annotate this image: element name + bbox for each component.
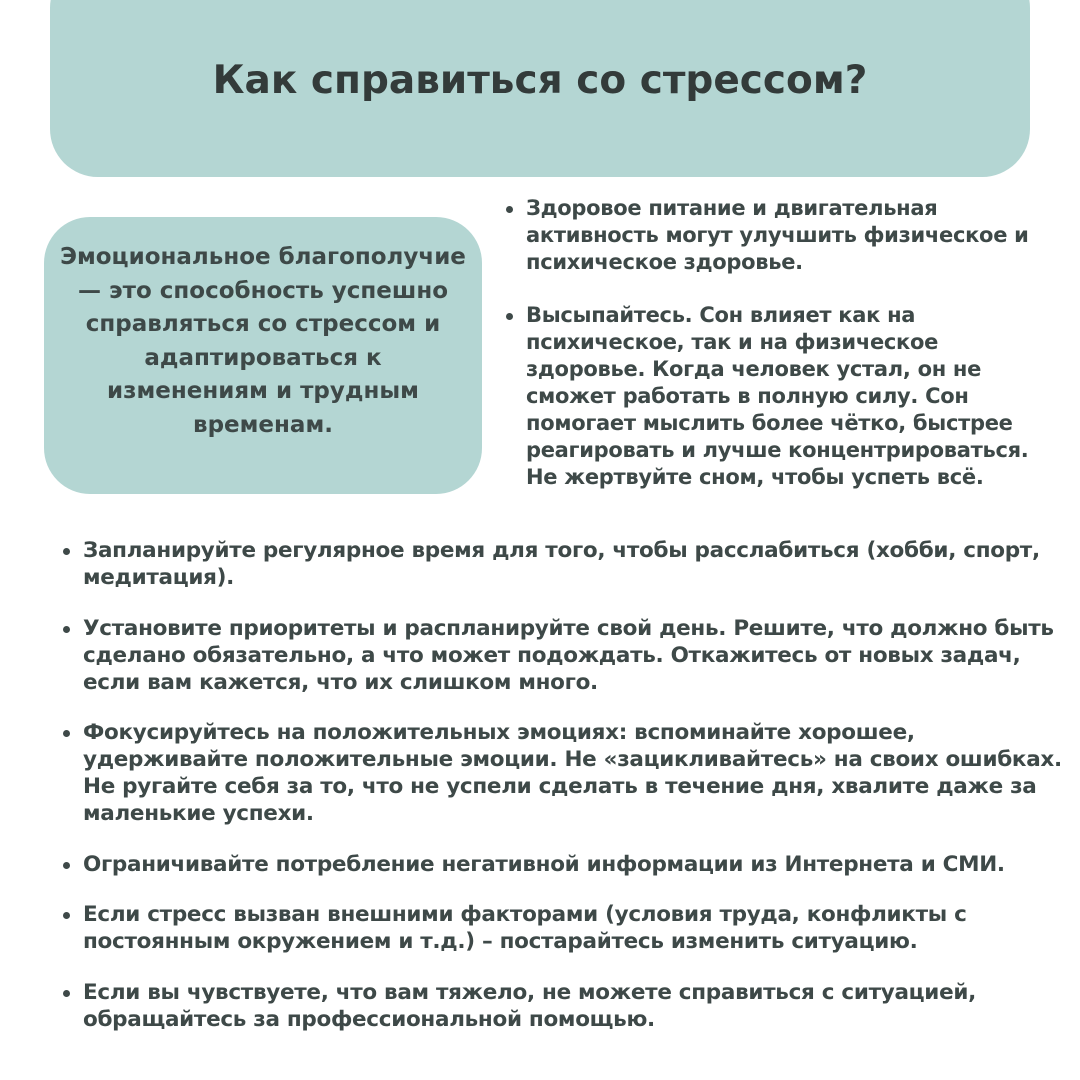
tip-limit-news: Ограничивайте потребление негативной информации из Интернета и СМИ. [83, 851, 1068, 878]
tip-relax: Запланируйте регулярное время для того, чтобы расслабиться (хобби, спорт, медитация). [83, 537, 1068, 591]
tip-external-factors: Если стресс вызван внешними факторами (условия труда, конфликты с постоянным окружением и т.д.) – постарайтесь изменить ситуацию. [83, 901, 1068, 955]
tip-priorities: Установите приоритеты и распланируйте свой день. Решите, что должно быть сделано обязательно, а что может подождать. Откажитесь от новых задач, если вам кажется, что их слишком много. [83, 615, 1068, 696]
tips-list [83, 537, 1068, 1056]
tip-nutrition: Здоровое питание и двигательная активность могут улучшить физическое и психическое здоровье. [526, 195, 1046, 276]
tip-positive-emotions: Фокусируйтесь на положительных эмоциях: вспоминайте хорошее, удерживайте положительные эмоции. Не «зацикливайтесь» на своих ошибках. Не ругайте себя за то, что не успели сделать в течение дня, хвалите даже за маленькие успехи. [83, 719, 1068, 827]
tip-professional-help: Если вы чувствуете, что вам тяжело, не можете справиться с ситуацией, обращайтесь за профессиональной помощью. [83, 979, 1068, 1033]
tip-sleep: Высыпайтесь. Сон влияет как на психическое, так и на физическое здоровье. Когда человек устал, он не сможет работать в полную силу. Сон помогает мыслить более чётко, быстрее реагировать и лучше концентрироваться. Не жертвуйте сном, чтобы успеть всё. [526, 302, 1046, 491]
definition-text: Эмоциональное благополучие — это способность успешно справляться со стрессом и адаптироваться к изменениям и трудным временам. [60, 244, 466, 438]
right-tips-list [526, 195, 1046, 517]
page-title: Как справиться со стрессом? [212, 58, 868, 103]
